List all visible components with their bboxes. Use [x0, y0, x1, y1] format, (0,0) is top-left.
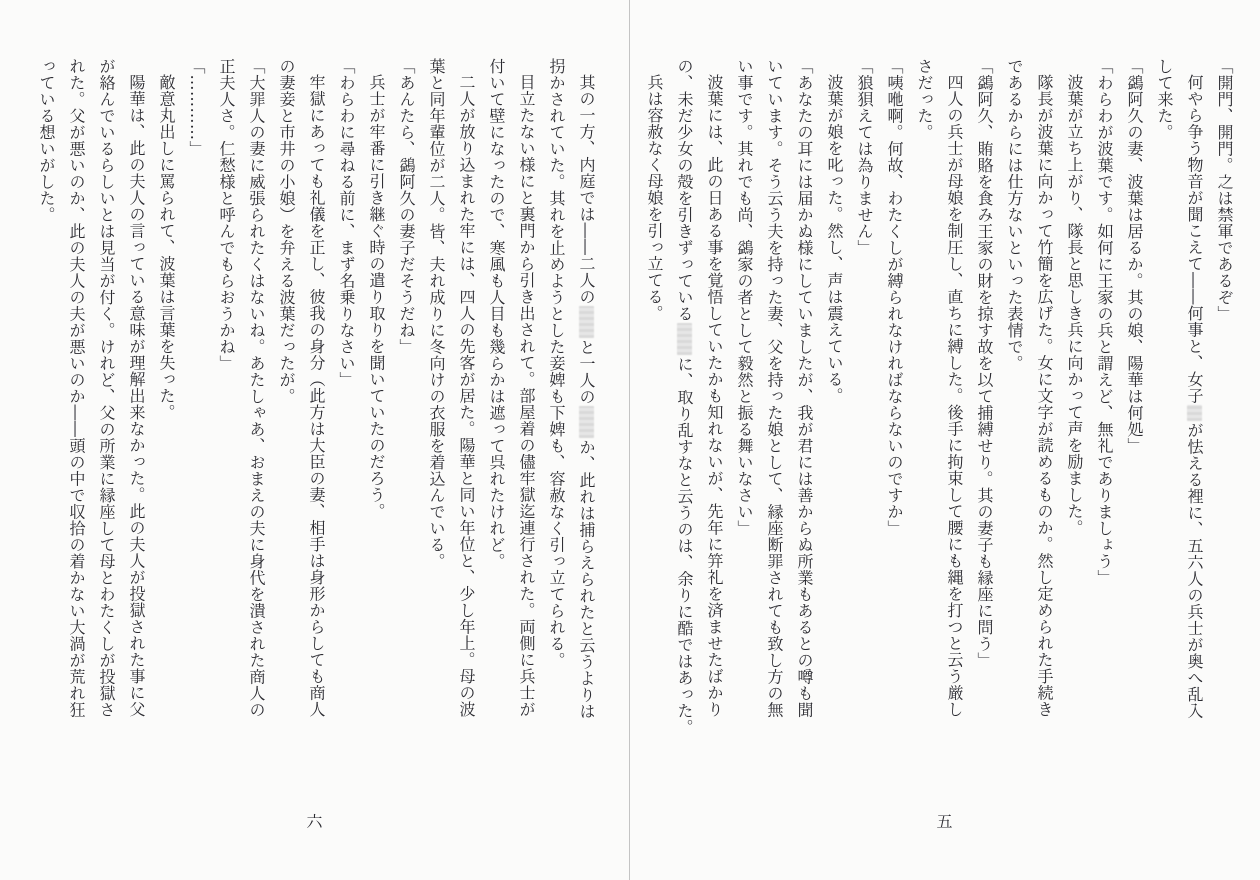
text-line: 波葉が娘を叱った。然し、声は震えている。 [825, 74, 844, 404]
text-line: 「わらわに尋ねる前に、まず名乗りなさい」 [337, 58, 356, 388]
text-line: 兵は容赦なく母娘を引っ立てる。 [645, 74, 664, 322]
redacted-text [579, 406, 594, 438]
text-line: い事です。其れでも尚、鷁家の者として毅然と振る舞いなさい」 [735, 58, 754, 537]
page-number-right: 五 [936, 812, 953, 831]
text-line: 「鷁阿久、賄賂を食み王家の財を掠す故を以て捕縛せり。其の妻子も縁座に問う」 [975, 58, 994, 669]
text-line: 何やら争う物音が聞こえて――何事と、女子が怯える裡に、五六人の兵士が奥へ乱入 [1185, 74, 1204, 719]
text-line: れた。父が悪いのか、此の夫人の夫が悪いのか――頭の中で収拾の着かない大渦が荒れ狂 [67, 58, 86, 718]
text-line: が絡んでいるらしいとは見当が付く。けれど、父の所業に縁座して母とわたくしが投獄さ [97, 58, 116, 718]
text-line: 付いて壁になったので、寒風も人目も幾らかは遮って呉れたけれど。 [487, 58, 506, 570]
page-right [630, 0, 1259, 880]
text-line: 牢獄にあっても礼儀を正し、彼我の身分（此方は大臣の妻、相手は身形からしても商人 [307, 74, 326, 718]
text-line: 「咦咃啊。何故、わたくしが縛られなければならないのですか」 [885, 58, 904, 537]
text-line: して来た。 [1155, 58, 1174, 141]
page-left [0, 0, 629, 880]
text-line: 「大罪人の妻に威張られたくはないね。あたしゃあ、おまえの夫に身代を潰された商人の [247, 58, 266, 718]
text-line: 「…………」 [187, 58, 206, 157]
text-line: 波葉には、此の日ある事を覚悟していたかも知れないが、先年に笄礼を済ませたばかり [705, 74, 724, 718]
text-line: の妻妾と市井の小娘）を弁える波葉だったが。 [277, 58, 296, 405]
text-line: 陽華は、此の夫人の言っている意味が理解出来なかった。此の夫人が投獄された事に父 [127, 74, 146, 718]
text-line: っている想いがした。 [37, 58, 56, 223]
text-line: 「あなたの耳には届かぬ様にしていましたが、我が君には善からぬ所業もあるとの噂も聞 [795, 58, 814, 718]
text-line: さだった。 [915, 58, 934, 141]
text-line: 敵意丸出しに罵られて、波葉は言葉を失った。 [157, 74, 176, 421]
redacted-text [1187, 405, 1202, 421]
text-line: 其の一方、内庭では――二人のと一人のか、此れは捕らえられたと云うよりは [577, 74, 596, 720]
text-line: 「狼狽えては為りません」 [855, 58, 874, 256]
text-line: 正夫人さ。仁愁様と呼んでもらおうかね」 [217, 58, 236, 372]
redacted-text [677, 323, 692, 355]
text-line: 隊長が波葉に向かって竹簡を広げた。女に文字が読めるものか。然し定められた手続き [1035, 74, 1054, 718]
text-line: 兵士が牢番に引き継ぐ時の遣り取りを聞いていたのだろう。 [367, 74, 386, 520]
text-line: 目立たない様にと裏門から引き出されて。部屋着の儘牢獄迄連行された。両側に兵士が [517, 74, 536, 718]
text-line: 二人が放り込まれた牢には、四人の先客が居た。陽華と同い年位と、少し年上。母の波 [457, 74, 476, 718]
vertical-text-right [639, 58, 1239, 748]
vertical-text-left [31, 58, 601, 748]
text-line: の、未だ少女の殻を引きずっているに、取り乱すなと云うのは、余りに酷ではあった。 [675, 58, 694, 736]
text-line: 波葉が立ち上がり、隊長と思しき兵に向かって声を励ました。 [1065, 74, 1084, 536]
text-line: 「わらわが波葉です。如何に王家の兵と謂えど、無礼でありましょう」 [1095, 58, 1114, 586]
page-number-left: 六 [306, 812, 323, 831]
text-line: 葉と同年輩位が二人。皆、夫れ成りに冬向けの衣服を着込んでいる。 [427, 58, 446, 570]
text-line: 「あんたら、鷁阿久の妻子だそうだね」 [397, 58, 416, 355]
text-line: 拐かされていた。其れを止めようとした妾婢も下婢も、容赦なく引っ立てられる。 [547, 58, 566, 669]
redacted-text [579, 306, 594, 338]
text-line: 「開門、開門。之は禁軍であるぞ」 [1215, 58, 1234, 322]
text-line: であるからには仕方ないといった表情で。 [1005, 58, 1024, 372]
text-line: 「鷁阿久の妻、波葉は居るか。其の娘、陽華は何処」 [1125, 58, 1144, 454]
text-line: いています。そう云う夫を持った妻、父を持った娘として、縁座断罪されても致し方の無 [765, 58, 784, 718]
text-line: 四人の兵士が母娘を制圧し、直ちに縛した。後手に拘束して腰にも縄を打つと云う厳し [945, 74, 964, 718]
